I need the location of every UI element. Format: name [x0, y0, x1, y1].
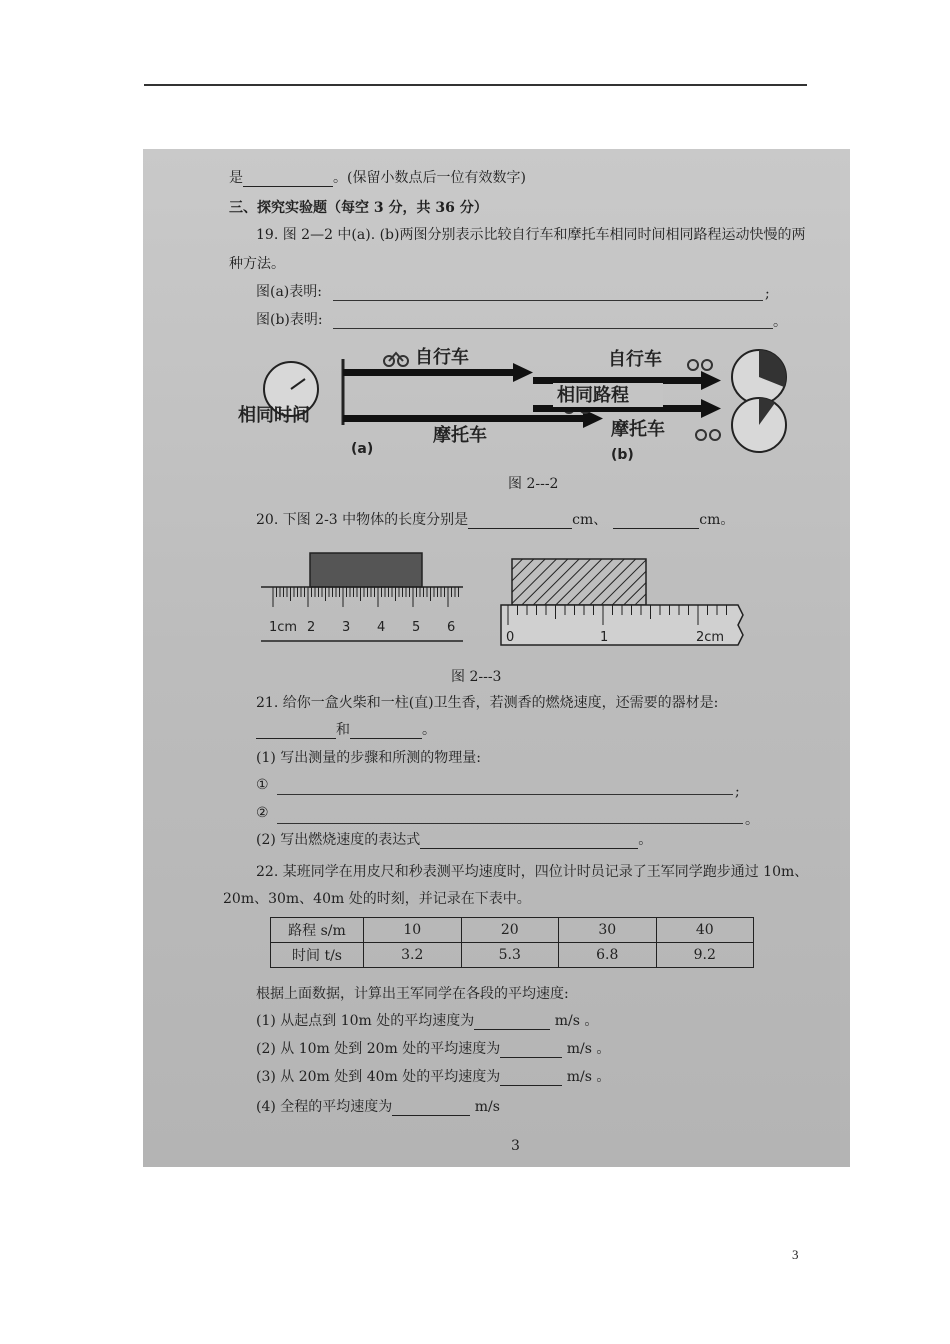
- table-cell: 3.2: [364, 943, 462, 968]
- scanned-exam-photo: [143, 149, 850, 1167]
- arrow-short-icon: [513, 363, 533, 382]
- ruler1-label-3: 3: [342, 620, 351, 635]
- table-cell: 6.8: [559, 943, 657, 968]
- q19-text-line2: 种方法。: [229, 256, 285, 272]
- q22-data-table: [270, 917, 754, 968]
- q20-unit-2: cm。: [699, 512, 735, 528]
- q18-suffix: 。(保留小数点后一位有效数字): [333, 170, 526, 186]
- fig-2-3-caption: 图 2---3: [451, 669, 502, 685]
- q22-part4-text: (4) 全程的平均速度为: [256, 1099, 393, 1115]
- period: 。: [584, 1013, 599, 1029]
- bicycle-icon: [688, 360, 712, 370]
- fig-b-motorcycle: 摩托车: [611, 419, 665, 440]
- header-rule: [144, 84, 807, 86]
- q22-blank-1[interactable]: [474, 1015, 550, 1030]
- object-block-2: [512, 559, 646, 605]
- timer-pie-icon: [732, 398, 786, 452]
- object-block-1: [310, 553, 422, 587]
- q22-part3: [256, 1068, 610, 1086]
- q19-a-end: ;: [765, 286, 770, 302]
- ruler1-label-6: 6: [447, 620, 456, 635]
- q18-answer-blank[interactable]: [243, 172, 333, 187]
- fig-b-same-distance: 相同路程: [557, 385, 629, 406]
- table-row-time: [271, 943, 754, 968]
- table-cell: 9.2: [656, 943, 754, 968]
- bicycle-icon: [384, 353, 408, 366]
- q21-line2: [256, 721, 436, 739]
- figure-2-2: [233, 341, 793, 471]
- ruler1-label-4: 4: [377, 620, 386, 635]
- q20-blank-2[interactable]: [613, 514, 699, 529]
- q21-step2-marker: ②: [256, 805, 269, 821]
- q21-step1-marker: ①: [256, 777, 269, 793]
- arrow-icon: [701, 399, 721, 418]
- ruler2-label-2cm: 2cm: [696, 630, 725, 645]
- fig-a-motorcycle: 摩托车: [433, 425, 487, 446]
- q22-part1-text: (1) 从起点到 10m 处的平均速度为: [256, 1013, 475, 1029]
- fig-a-tag: (a): [351, 441, 374, 457]
- table-cell: 20: [461, 918, 559, 943]
- q21-step1-answer-line[interactable]: [277, 794, 733, 795]
- q22-part4: [256, 1098, 500, 1116]
- table-cell: 30: [559, 918, 657, 943]
- inner-page-number: 3: [511, 1138, 520, 1154]
- q21-step1-end: ;: [735, 784, 740, 800]
- q19-text-line1: 19. 图 2—2 中(a). (b)两图分别表示比较自行车和摩托车相同时间相同路程运动快慢的两: [256, 227, 806, 243]
- q22-blank-2[interactable]: [500, 1043, 562, 1058]
- motorcycle-icon: [696, 430, 720, 440]
- q20-prompt: 20. 下图 2-3 中物体的长度分别是: [256, 512, 469, 528]
- period: 。: [596, 1069, 611, 1085]
- q19-b-end: 。: [773, 314, 787, 330]
- table-cell: 5.3: [461, 943, 559, 968]
- q19-b-label: 图(b)表明:: [256, 312, 323, 328]
- q21-sub1: (1) 写出测量的步骤和所测的物理量:: [256, 750, 481, 766]
- unit-label: m/s: [554, 1013, 580, 1029]
- table-cell: 40: [656, 918, 754, 943]
- q20-unit-1: cm、: [572, 512, 608, 528]
- q21-expression-blank[interactable]: [420, 834, 638, 849]
- table-cell: 10: [364, 918, 462, 943]
- table-header-distance: 路程 s/m: [271, 918, 364, 943]
- q19-a-answer-line[interactable]: [333, 300, 763, 301]
- q22-part2: [256, 1040, 610, 1058]
- q22-line2: 20m、30m、40m 处的时刻，并记录在下表中。: [223, 891, 531, 907]
- q22-intro: 根据上面数据，计算出王军同学在各段的平均速度:: [256, 986, 569, 1002]
- q22-part3-text: (3) 从 20m 处到 40m 处的平均速度为: [256, 1069, 501, 1085]
- q22-blank-4[interactable]: [392, 1101, 470, 1116]
- fig-a-same-time: 相同时间: [238, 405, 310, 426]
- q21-sub2-end: 。: [638, 832, 653, 848]
- q22-blank-3[interactable]: [500, 1071, 562, 1086]
- q21-line1: 21. 给你一盒火柴和一柱(直)卫生香，若测香的燃烧速度，还需要的器材是:: [256, 695, 719, 711]
- q21-end: 。: [422, 722, 436, 738]
- q21-step2-answer-line[interactable]: [277, 823, 743, 824]
- ruler1-label-2: 2: [307, 620, 316, 635]
- q21-and: 和: [336, 722, 350, 738]
- q18-prefix: 是: [229, 170, 243, 186]
- unit-label: m/s: [566, 1041, 592, 1057]
- ruler1-label-1cm: 1cm: [269, 620, 298, 635]
- fig-b-bicycle: 自行车: [608, 349, 662, 370]
- unit-label: m/s: [474, 1099, 500, 1115]
- q22-part2-text: (2) 从 10m 处到 20m 处的平均速度为: [256, 1041, 501, 1057]
- q22-line1: 22. 某班同学在用皮尺和秒表测平均速度时，四位计时员记录了王军同学跑步通过 10m、: [256, 864, 809, 880]
- q18-tail: [229, 169, 526, 187]
- table-row-distance: [271, 918, 754, 943]
- q19-b-answer-line[interactable]: [333, 328, 773, 329]
- table-header-time: 时间 t/s: [271, 943, 364, 968]
- q21-blank-1[interactable]: [256, 724, 336, 739]
- page-number: 3: [792, 1247, 799, 1262]
- q21-blank-2[interactable]: [350, 724, 422, 739]
- q19-a-label: 图(a)表明:: [256, 284, 322, 300]
- fig-a-bicycle: 自行车: [415, 347, 469, 368]
- section-title: 三、探究实验题（每空 3 分，共 36 分）: [229, 200, 488, 216]
- q20-blank-1[interactable]: [468, 514, 572, 529]
- fig-b-tag: (b): [611, 447, 634, 463]
- ruler1-label-5: 5: [412, 620, 421, 635]
- ruler2-label-0: 0: [506, 630, 515, 645]
- period: 。: [596, 1041, 611, 1057]
- figure-2-3: [253, 545, 753, 655]
- fig-2-2-caption: 图 2---2: [508, 476, 559, 492]
- q21-sub2-text: (2) 写出燃烧速度的表达式: [256, 832, 421, 848]
- unit-label: m/s: [566, 1069, 592, 1085]
- q20-text: [256, 511, 734, 529]
- q21-sub2: [256, 831, 652, 849]
- q22-part1: [256, 1012, 598, 1030]
- ruler2-label-1: 1: [600, 630, 609, 645]
- q21-step2-end: 。: [745, 812, 759, 828]
- arrow-icon: [701, 371, 721, 390]
- timer-pie-icon: [732, 350, 786, 404]
